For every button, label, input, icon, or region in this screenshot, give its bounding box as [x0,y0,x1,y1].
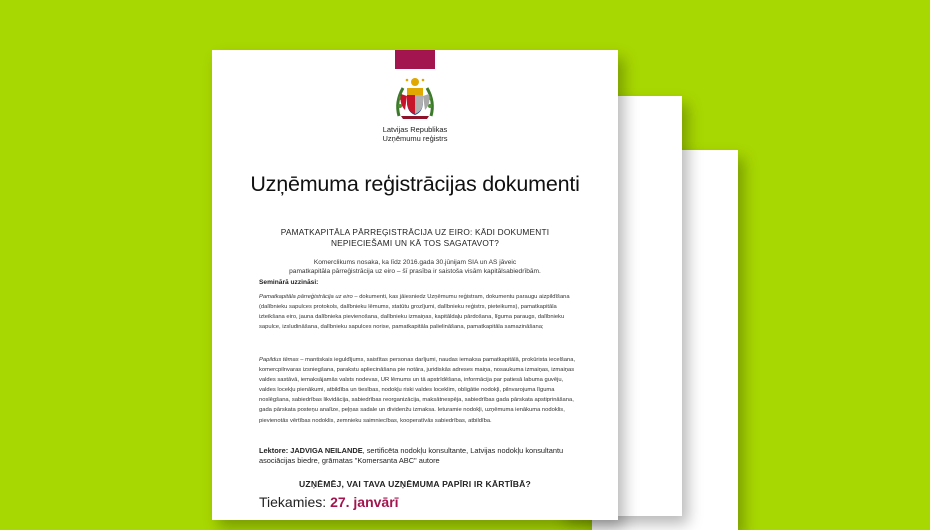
intro-text [252,259,578,276]
intro-line1: Komerclikums nosaka, ka līdz 2016.gada 30.jūnijam SIA un AS jāveic [313,259,517,266]
org-name-line1: Latvijas Republikas [382,125,448,134]
front-page-sheet [212,50,618,520]
subheading-line1: PAMATKAPITĀLA PĀRREĢISTRĀCIJA UZ EIRO: KĀDI DOKUMENTI [280,227,550,237]
topic-paragraph-1 [259,292,577,332]
intro-line2: pamatkapitāla pārreģistrācija uz eiro – šī prasība ir saistoša visām kapitālsabiedrībām. [289,267,541,275]
meeting-date: 27. janvārī [330,494,399,510]
org-name-line2: Uzņēmumu reģistrs [382,134,448,143]
topic-1-text: – dokumenti, kas jāiesniedz Uzņēmumu reģistram, dokumentu paraugu aizpildīšana (dalībnieku sapulces protokols, dalībnieku lēmums, statūtu grozījumi, dalībnieku reģistrs, pieteikums), pamatkapitāla izteikšana eiro, jauna dalībnieka pievienošana, dalībnieku izmaiņas, kapitāldaļu pārdošana, līguma paraugs, dalībnieku sapulce, izsludināšana, dalībnieku sapulces norise, pamatkapitāla palielināšana, pamatkapitāla samazināšana; [259,294,570,331]
meeting-label: Tiekamies: [259,494,331,510]
page-accent-tab [395,50,435,69]
seminar-label: Seminārā uzzināsi: [259,279,319,286]
subheading-line2: NEPIECIEŠAMI UN KĀ TOS SAGATAVOT? [330,238,500,248]
meeting-line [259,494,399,510]
topic-2-lead: Papildus tēmas [259,357,299,363]
topic-2-text: – mantiskais ieguldījums, saistītas personas darījumi, naudas iemaksa pamatkapitālā, prokūrista iecelšana, komercpilnvaras izsniegšana, parakstu apliecināšana pie notāra, juridiskās adreses maiņa, nosaukuma izmaiņas, izmaiņas valdes sastāvā, iemaksājamās valsts nodevas, UR lēmums un tā apstrīdēšana, informācija par patiesā labuma guvēju, valdes locekļu pienākumi, atbildība un tiesības, nodokļu riski valdes loceklim, obligātie nodokļi, pilnvarojuma līguma noslēgšana, sabiedrības likvidācija, sabiedrības reorganizācija, maksātnespēja, sabiedrības gada pārskata apstiprināšana, gada pārskata posteņu analīze, peļņas sadale un dividenžu izmaksa. Ieturamie nodokļi, uzņēmuma ienākuma nodoklis, pievienotās vērtības nodoklis, zemnieku saimniecības, kooperatīvās sabiedrības, atbildība. [259,357,576,424]
topic-1-lead: Pamatkapitāla pārreģistrācija uz eiro [259,294,353,300]
lecturer-info [259,446,577,466]
subheading [272,227,558,249]
lecturer-name: Lektore: JADVIGA NEILANDE [259,446,363,455]
call-to-action: UZŅĒMĒJ, VAI TAVA UZŅĒMUMA PAPĪRI IR KĀRTĪBĀ? [299,479,531,489]
topic-paragraph-2 [259,355,577,426]
lecturer-credentials: , sertificēta nodokļu konsultante, Latvijas nodokļu konsultantu asociācijas biedre, grāmatas "Komersanta ABC" autore [259,446,564,465]
page-title: Uzņēmuma reģistrācijas dokumenti [250,172,580,196]
latvia-coat-of-arms-icon [393,76,437,120]
